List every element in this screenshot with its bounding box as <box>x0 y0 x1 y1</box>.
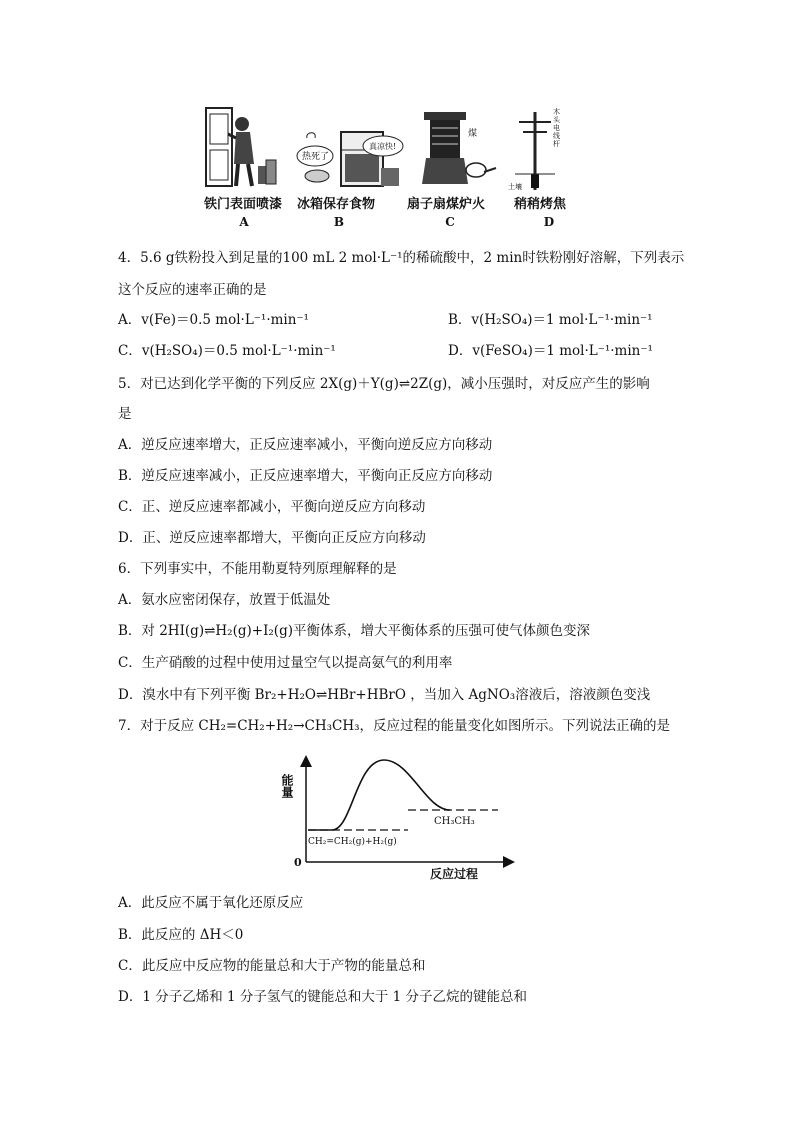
wooden-pole-picture <box>505 108 575 190</box>
figure-b-caption: 冰箱保存食物 <box>297 197 376 212</box>
q5-option-a: A．逆反应速率增大，正反应速率减小，平衡向逆反应方向移动 <box>118 437 493 453</box>
origin-label: 0 <box>294 856 302 869</box>
x-axis-label: 反应过程 <box>430 867 479 881</box>
q6-stem: 6．下列事实中，不能用勒夏特列原理解释的是 <box>118 561 397 577</box>
q6-option-a: A．氨水应密闭保存，放置于低温处 <box>118 592 331 608</box>
q4-stem-line2: 这个反应的速率正确的是 <box>118 282 267 298</box>
q5-option-c: C．正、逆反应速率都减小，平衡向逆反应方向移动 <box>118 499 426 515</box>
product-label: CH₃CH₃ <box>434 816 475 827</box>
coal-stove-picture <box>420 108 500 188</box>
painting-door-picture <box>198 104 278 188</box>
q4-option-d: D．v(FeSO₄)＝1 mol·L⁻¹·min⁻¹ <box>448 343 653 359</box>
figure-d-caption: 稍稍烤焦 <box>514 197 567 212</box>
q6-option-d: D．溴水中有下列平衡 Br₂+H₂O⇌HBr+HBrO ，当加入 AgNO₃溶液后，溶液颜色变浅 <box>118 687 651 703</box>
figure-a-caption: 铁门表面喷漆 <box>204 197 283 212</box>
q5-option-d: D．正、逆反应速率都增大，平衡向正反应方向移动 <box>118 530 426 546</box>
figure-b-letter: B <box>333 215 345 229</box>
energy-curve <box>308 760 450 830</box>
q7-stem: 7．对于反应 CH₂=CH₂+H₂→CH₃CH₃，反应过程的能量变化如图所示。下列说法正确的是 <box>118 718 671 734</box>
figure-c-caption: 扇子扇煤炉火 <box>407 197 486 212</box>
q5-option-b: B．逆反应速率减小，正反应速率增大，平衡向正反应方向移动 <box>118 468 493 484</box>
q7-option-c: C．此反应中反应物的能量总和大于产物的能量总和 <box>118 958 426 974</box>
bubble-right-text: 真凉快! <box>369 142 397 151</box>
q6-option-c: C．生产硝酸的过程中使用过量空气以提高氨气的利用率 <box>118 655 453 671</box>
figure-a-letter: A <box>239 215 249 229</box>
y-axis-label: 能量 <box>280 774 294 798</box>
q4-option-b: B．v(H₂SO₄)＝1 mol·L⁻¹·min⁻¹ <box>448 312 653 328</box>
q6-option-b: B．对 2HI(g)⇌H₂(g)+I₂(g)平衡体系，增大平衡体系的压强可使气体颜色变深 <box>118 623 590 639</box>
figure-d-letter: D <box>543 215 555 229</box>
q4-stem-line1: 4．5.6 g铁粉投入到足量的100 mL 2 mol·L⁻¹的稀硫酸中，2 min时铁粉刚好溶解，下列表示 <box>118 250 685 266</box>
pole-label: 木头电线杆 <box>553 108 560 148</box>
bubble-left-text: 热死了 <box>302 152 330 162</box>
q4-option-a: A．v(Fe)＝0.5 mol·L⁻¹·min⁻¹ <box>118 312 309 328</box>
q7-option-b: B．此反应的 ΔH＜0 <box>118 927 244 943</box>
energy-diagram <box>280 752 520 884</box>
fridge-picture <box>295 128 405 188</box>
figure-c-letter: C <box>445 215 455 229</box>
q7-option-a: A．此反应不属于氧化还原反应 <box>118 895 304 911</box>
q4-option-c: C．v(H₂SO₄)＝0.5 mol·L⁻¹·min⁻¹ <box>118 343 336 359</box>
q5-stem-line2: 是 <box>118 406 132 422</box>
reactant-label: CH₂=CH₂(g)+H₂(g) <box>308 837 397 847</box>
coal-tag-text: 煤 <box>468 129 478 139</box>
q7-option-d: D．1 分子乙烯和 1 分子氢气的键能总和大于 1 分子乙烷的键能总和 <box>118 989 528 1005</box>
q5-stem-line1: 5．对已达到化学平衡的下列反应 2X(g)＋Y(g)⇌2Z(g)，减小压强时，对反应产生的影响 <box>118 376 650 392</box>
soil-label: 土壤 <box>508 183 522 191</box>
